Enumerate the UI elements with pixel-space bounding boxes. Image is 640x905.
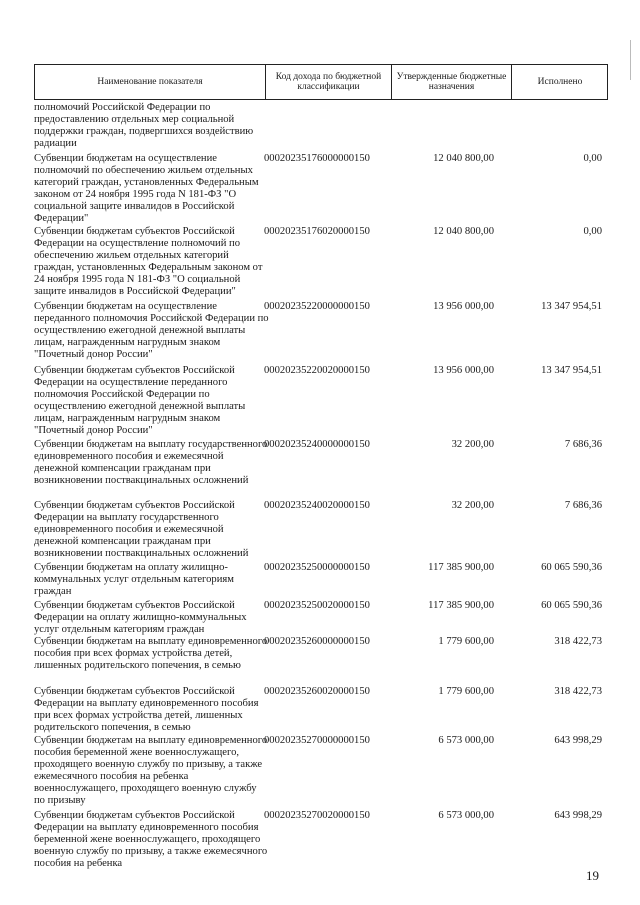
row-name: Субвенции бюджетам субъектов Российской Федерации на оплату жилищно-коммунальных услуг отдельным категориям граждан (34, 600, 247, 635)
row-code: 00020235240000000150 (264, 439, 370, 450)
row-name: Субвенции бюджетам на оплату жилищно-коммунальных услуг отдельным категориям граждан (34, 562, 234, 597)
row-executed: 7 686,36 (564, 500, 602, 511)
row-approved: 12 040 800,00 (433, 226, 494, 237)
row-code: 00020235240020000150 (264, 500, 370, 511)
row-approved: 1 779 600,00 (438, 636, 494, 647)
row-approved: 6 573 000,00 (438, 810, 494, 821)
row-code: 00020235176000000150 (264, 153, 370, 164)
row-executed: 318 422,73 (554, 686, 602, 697)
row-approved: 117 385 900,00 (428, 600, 494, 611)
row-approved: 32 200,00 (451, 500, 494, 511)
row-name: Субвенции бюджетам на осуществление полномочий по обеспечению жильем отдельных категорий граждан, установленных Федеральным законом от 24 ноября 1995 года N 181-ФЗ "О социальной защите инвалидов в Российской Федерации" (34, 153, 259, 224)
row-name: Субвенции бюджетам субъектов Российской Федерации на осуществление полномочий по обеспечению жильем отдельных категорий граждан, установленных Федеральным законом от 24 ноября 1995 года N 181-ФЗ "О социальной защите инвалидов в Российской Федерации" (34, 226, 263, 297)
row-code: 00020235220000000150 (264, 301, 370, 312)
row-executed: 643 998,29 (554, 810, 602, 821)
row-executed: 13 347 954,51 (541, 301, 602, 312)
row-name: Субвенции бюджетам на выплату единовременного пособия при всех формах устройства детей, лишенных родительского попечения, в семью (34, 636, 268, 671)
row-name: Субвенции бюджетам субъектов Российской Федерации на выплату единовременного пособия при всех формах устройства детей, лишенных родительского попечения, в семью (34, 686, 259, 733)
row-approved: 1 779 600,00 (438, 686, 494, 697)
row-executed: 60 065 590,36 (541, 562, 602, 573)
row-code: 00020235260000000150 (264, 636, 370, 647)
row-executed: 7 686,36 (564, 439, 602, 450)
row-executed: 0,00 (583, 226, 602, 237)
header-code: Код дохода по бюджетной классификации (266, 65, 392, 99)
row-executed: 643 998,29 (554, 735, 602, 746)
row-name: Субвенции бюджетам на осуществление переданного полномочия Российской Федерации по осуществлению ежегодной денежной выплаты лицам, награжденным нагрудным знаком "Почетный донор России" (34, 301, 269, 360)
row-name: Субвенции бюджетам субъектов Российской Федерации на выплату государственного единовременного пособия и ежемесячной денежной компенсации гражданам при возникновении поствакцинальных осложнений (34, 500, 249, 559)
row-name: Субвенции бюджетам на выплату государственного единовременного пособия и ежемесячной денежной компенсации гражданам при возникновении поствакцинальных осложнений (34, 439, 268, 486)
row-approved: 117 385 900,00 (428, 562, 494, 573)
row-code: 00020235250000000150 (264, 562, 370, 573)
continued-row-fragment: полномочий Российской Федерации по предоставлению отдельных мер социальной поддержки граждан, подвергшихся воздействию радиации (34, 102, 254, 149)
row-code: 00020235176020000150 (264, 226, 370, 237)
row-code: 00020235270000000150 (264, 735, 370, 746)
header-approved: Утвержденные бюджетные назначения (392, 65, 512, 99)
table-header (34, 64, 608, 100)
row-executed: 13 347 954,51 (541, 365, 602, 376)
row-code: 00020235250020000150 (264, 600, 370, 611)
page-number: 19 (586, 868, 599, 883)
row-name: Субвенции бюджетам субъектов Российской Федерации на выплату единовременного пособия беременной жене военнослужащего, проходящего военную службу по призыву, а также ежемесячного пособия на ребенка (34, 810, 268, 869)
row-executed: 0,00 (583, 153, 602, 164)
row-code: 00020235220020000150 (264, 365, 370, 376)
row-approved: 6 573 000,00 (438, 735, 494, 746)
row-approved: 12 040 800,00 (433, 153, 494, 164)
header-executed: Исполнено (537, 76, 583, 87)
row-code: 00020235260020000150 (264, 686, 370, 697)
row-approved: 32 200,00 (451, 439, 494, 450)
row-name: Субвенции бюджетам на выплату единовременного пособия беременной жене военнослужащего, проходящего военную службу по призыву, а также ежемесячного пособия на ребенка военнослужащего, проходящего военную службу по призыву (34, 735, 268, 806)
row-executed: 318 422,73 (554, 636, 602, 647)
scan-edge-mark (630, 40, 631, 80)
row-name: Субвенции бюджетам субъектов Российской Федерации на осуществление переданного полномочия Российской Федерации по осуществлению ежегодной денежной выплаты лицам, награжденным нагрудным знаком "Почетный донор России" (34, 365, 246, 436)
row-code: 00020235270020000150 (264, 810, 370, 821)
row-approved: 13 956 000,00 (433, 301, 494, 312)
row-executed: 60 065 590,36 (541, 600, 602, 611)
header-name: Наименование показателя (35, 65, 266, 99)
row-approved: 13 956 000,00 (433, 365, 494, 376)
